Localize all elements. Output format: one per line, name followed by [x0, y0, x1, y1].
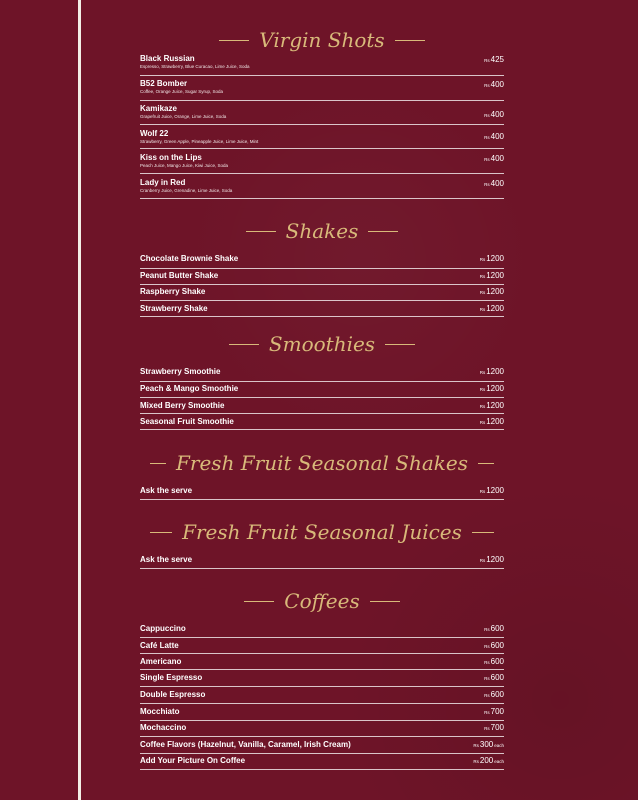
currency: Rs — [484, 58, 490, 63]
menu-item — [140, 287, 504, 301]
menu-item — [140, 624, 504, 638]
menu-item — [140, 740, 504, 754]
menu-item — [140, 178, 504, 199]
item-price — [480, 384, 504, 395]
currency: Rs — [479, 420, 486, 425]
item-price — [484, 690, 504, 701]
item-name: Wolf 22 — [140, 129, 169, 138]
item-name: Mocchiato — [140, 707, 180, 716]
item-name: Americano — [140, 657, 182, 666]
currency: Rs — [484, 627, 490, 632]
currency: Rs — [479, 307, 486, 312]
price-value: 600 — [490, 657, 504, 666]
price-value: 1200 — [486, 417, 504, 426]
item-name: Raspberry Shake — [140, 287, 206, 296]
section-title: Shakes — [285, 219, 359, 243]
item-description: Coffee, Orange Juice, Sugar Syrup, Soda — [140, 89, 223, 94]
item-price — [484, 110, 504, 121]
item-price — [473, 740, 504, 751]
item-name: Ask the serve — [140, 555, 193, 564]
section-heading — [140, 329, 504, 359]
menu-item — [140, 304, 504, 317]
item-price — [480, 486, 504, 497]
menu-item — [140, 129, 504, 149]
section-title: Smoothies — [268, 332, 376, 356]
item-name: Add Your Picture On Coffee — [140, 756, 246, 765]
left-border-stripe — [78, 0, 81, 800]
item-description: Cranberry Juice, Grenadine, Lime Juice, Soda — [140, 188, 233, 193]
price-value: 1200 — [486, 555, 504, 564]
price-value: 400 — [490, 132, 504, 141]
item-price — [480, 555, 504, 566]
price-value: 200 — [479, 756, 494, 765]
item-price — [484, 179, 504, 190]
item-description: Espresso, Strawberry, Blue Curacao, Lime Juice, Soda — [140, 64, 250, 69]
item-description: Grapefruit Juice, Orange, Lime Juice, Soda — [140, 114, 227, 119]
currency: Rs — [484, 710, 490, 715]
menu-item — [140, 367, 504, 382]
price-value: 1200 — [486, 367, 504, 376]
menu-item — [140, 79, 504, 101]
menu-item — [140, 673, 504, 687]
currency: Rs — [479, 558, 486, 563]
price-value: 1200 — [486, 254, 504, 263]
price-value: 400 — [490, 110, 504, 119]
currency: Rs — [484, 726, 490, 731]
price-value: 1200 — [486, 384, 504, 393]
currency: Rs — [484, 182, 490, 187]
item-price — [484, 657, 504, 668]
section-heading — [140, 586, 504, 616]
item-name: Double Espresso — [140, 690, 206, 699]
section-title: Fresh Fruit Seasonal Juices — [182, 520, 462, 544]
heading-ornament — [472, 532, 494, 533]
item-price — [484, 624, 504, 635]
item-name: Ask the serve — [140, 486, 193, 495]
price-value: 600 — [490, 690, 504, 699]
currency: Rs — [484, 157, 490, 162]
menu-item — [140, 723, 504, 737]
currency: Rs — [484, 83, 490, 88]
item-name: Chocolate Brownie Shake — [140, 254, 239, 263]
currency: Rs — [484, 676, 490, 681]
menu-item — [140, 384, 504, 398]
item-name: Peach & Mango Smoothie — [140, 384, 239, 393]
heading-ornament — [368, 231, 398, 232]
currency: Rs — [479, 387, 486, 392]
price-value: 700 — [490, 707, 504, 716]
currency: Rs — [479, 489, 486, 494]
item-price — [484, 154, 504, 165]
currency: Rs — [479, 404, 486, 409]
item-name: Kiss on the Lips — [140, 153, 202, 162]
price-value: 400 — [490, 80, 504, 89]
currency: Rs — [479, 257, 486, 262]
currency: Rs — [473, 759, 479, 764]
item-price — [480, 367, 504, 378]
price-value: 600 — [490, 673, 504, 682]
item-name: Single Espresso — [140, 673, 203, 682]
item-price — [484, 707, 504, 718]
heading-ornament — [478, 463, 494, 464]
item-name: Seasonal Fruit Smoothie — [140, 417, 234, 426]
menu-item — [140, 254, 504, 269]
price-value: 600 — [490, 624, 504, 633]
price-value: 425 — [490, 55, 504, 64]
section-heading — [140, 448, 504, 478]
heading-ornament — [395, 40, 425, 41]
menu-item — [140, 401, 504, 414]
item-price — [480, 304, 504, 315]
price-unit: each — [494, 743, 504, 748]
item-name: Strawberry Shake — [140, 304, 208, 313]
item-name: Kamikaze — [140, 104, 177, 113]
menu-item — [140, 54, 504, 76]
price-unit: each — [494, 759, 504, 764]
currency: Rs — [484, 135, 490, 140]
item-price — [484, 132, 504, 143]
item-name: Mixed Berry Smoothie — [140, 401, 225, 410]
heading-ornament — [246, 231, 276, 232]
section-title: Virgin Shots — [259, 28, 385, 52]
price-value: 600 — [490, 641, 504, 650]
item-price — [484, 55, 504, 66]
menu-item — [140, 417, 504, 430]
item-price — [484, 641, 504, 652]
heading-ornament — [229, 344, 259, 345]
item-price — [480, 271, 504, 282]
item-description: Peach Juice, Mango Juice, Kiwi Juice, Soda — [140, 163, 229, 168]
price-value: 400 — [490, 179, 504, 188]
menu-item — [140, 641, 504, 654]
currency: Rs — [473, 743, 479, 748]
item-name: Cappuccino — [140, 624, 186, 633]
price-value: 1200 — [486, 287, 504, 296]
menu-item — [140, 271, 504, 285]
item-price — [484, 80, 504, 91]
heading-ornament — [150, 532, 172, 533]
item-name: B52 Bomber — [140, 79, 188, 88]
heading-ornament — [219, 40, 249, 41]
menu-item — [140, 707, 504, 721]
menu-item — [140, 153, 504, 174]
currency: Rs — [479, 274, 486, 279]
menu-item — [140, 104, 504, 125]
heading-ornament — [370, 601, 400, 602]
item-price — [480, 417, 504, 428]
item-name: Black Russian — [140, 54, 195, 63]
heading-ornament — [385, 344, 415, 345]
menu-item — [140, 756, 504, 770]
item-price — [480, 254, 504, 265]
item-name: Coffee Flavors (Hazelnut, Vanilla, Caramel, Irish Cream) — [140, 740, 351, 749]
menu-item — [140, 657, 504, 670]
menu-item — [140, 690, 504, 704]
currency: Rs — [484, 644, 490, 649]
section-title: Coffees — [284, 589, 360, 613]
price-value: 1200 — [486, 271, 504, 280]
currency: Rs — [484, 693, 490, 698]
section-heading — [140, 25, 504, 55]
item-name: Mochaccino — [140, 723, 187, 732]
price-value: 300 — [479, 740, 494, 749]
heading-ornament — [150, 463, 166, 464]
price-value: 400 — [490, 154, 504, 163]
section-title: Fresh Fruit Seasonal Shakes — [176, 451, 468, 475]
item-description: Strawberry, Green Apple, Pineapple Juice, Lime Juice, Mint — [140, 139, 259, 144]
item-price — [484, 673, 504, 684]
item-name: Peanut Butter Shake — [140, 271, 219, 280]
price-value: 700 — [490, 723, 504, 732]
price-value: 1200 — [486, 304, 504, 313]
currency: Rs — [479, 290, 486, 295]
currency: Rs — [484, 113, 490, 118]
heading-ornament — [244, 601, 274, 602]
item-price — [480, 287, 504, 298]
item-price — [480, 401, 504, 412]
section-heading — [140, 517, 504, 547]
section-heading — [140, 216, 504, 246]
item-name: Café Latte — [140, 641, 179, 650]
price-value: 1200 — [486, 401, 504, 410]
price-value: 1200 — [486, 486, 504, 495]
item-price — [484, 723, 504, 734]
item-name: Strawberry Smoothie — [140, 367, 221, 376]
item-price — [473, 756, 504, 767]
menu-item — [140, 555, 504, 569]
currency: Rs — [479, 370, 486, 375]
item-name: Lady in Red — [140, 178, 186, 187]
currency: Rs — [484, 660, 490, 665]
menu-item — [140, 486, 504, 500]
